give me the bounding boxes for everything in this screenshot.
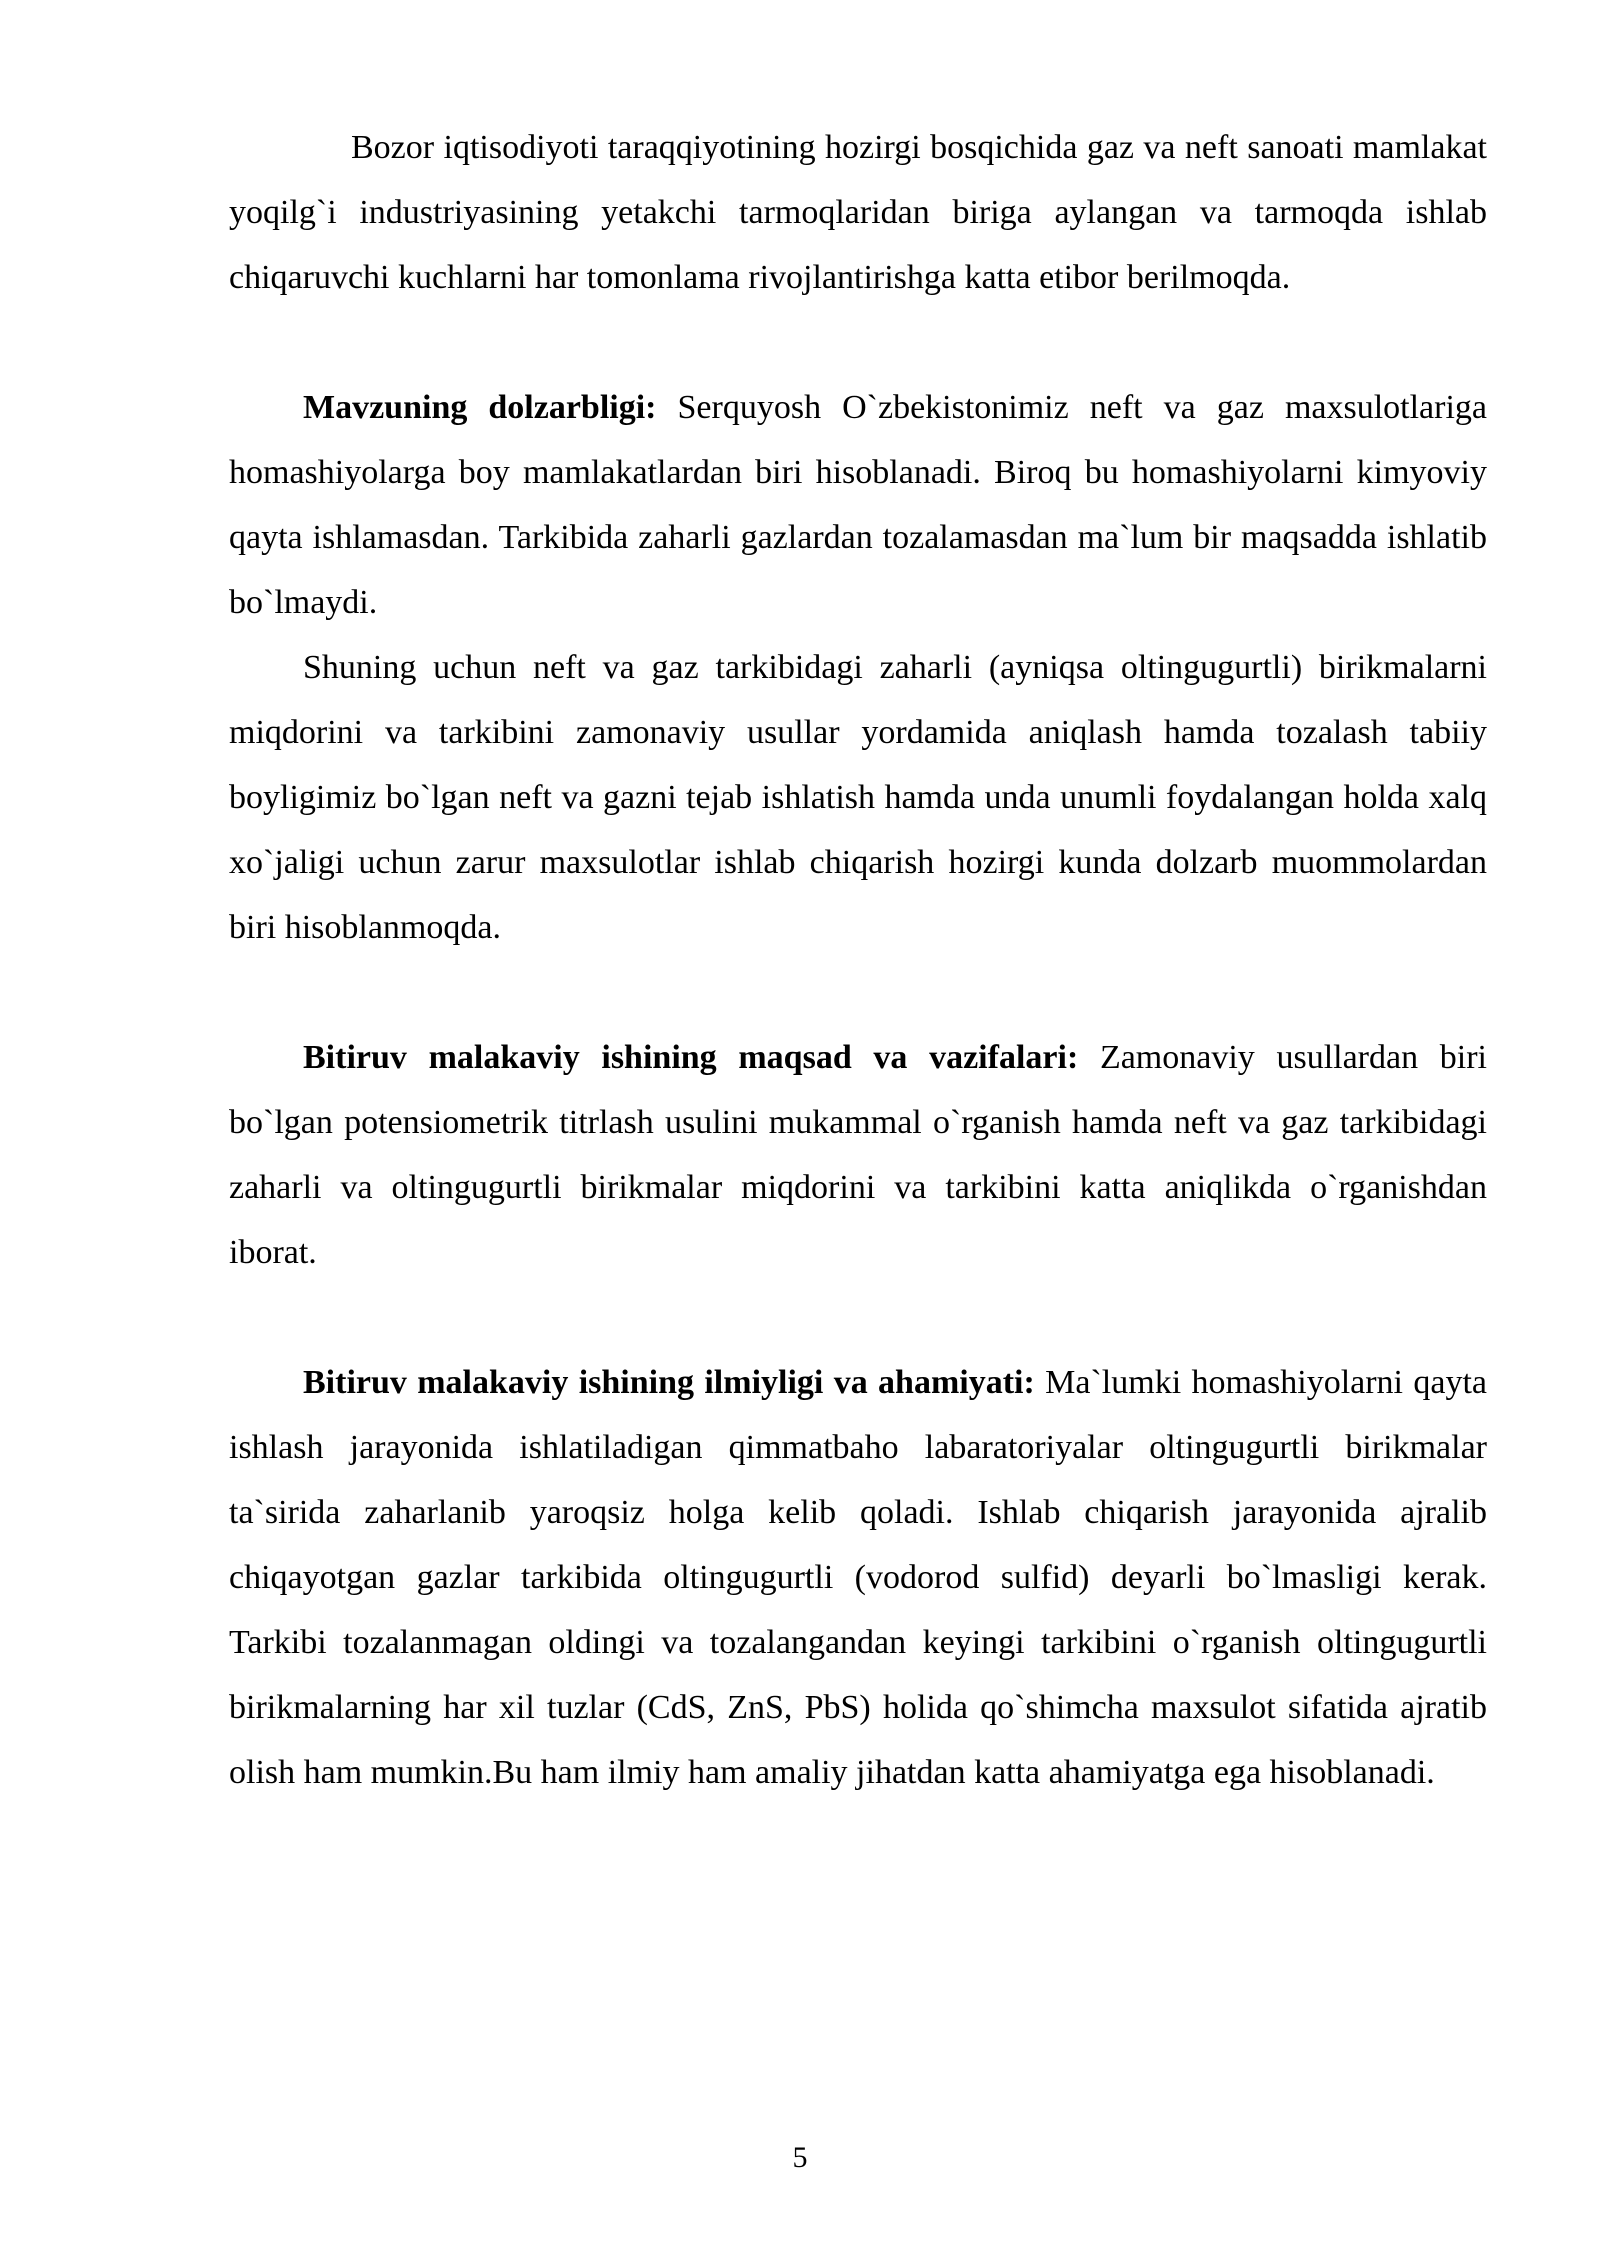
page-body bbox=[229, 115, 1487, 1805]
relevance-text: Serquyosh O`zbekistonimiz neft va gaz maxsulotlariga homashiyolarga boy mamlakatlardan biri hisoblanadi. Biroq bu homashiyolarni kimyoviy qayta ishlamasdan. Tarkibida zaharli gazlardan tozalamasdan ma`lum bir maqsadda ishlatib bo`lmaydi. bbox=[229, 389, 1488, 621]
relevance-paragraph bbox=[229, 375, 1487, 635]
goals-text: Zamonaviy usullardan biri bo`lgan potensiometrik titrlash usulini mukammal o`rganish hamda neft va gaz tarkibidagi zaharli va oltingugurtli birikmalar miqdorini va tarkibini katta aniqlikda o`rganishdan iborat. bbox=[229, 1039, 1487, 1271]
page-number: 5 bbox=[792, 2141, 808, 2174]
significance-paragraph bbox=[229, 1350, 1487, 1805]
paragraph-spacer bbox=[229, 960, 1487, 1025]
paragraph-spacer bbox=[229, 1285, 1487, 1350]
goals-heading: Bitiruv malakaviy ishining maqsad va vazifalari: bbox=[303, 1039, 1079, 1076]
relevance-heading: Mavzuning dolzarbligi: bbox=[303, 389, 657, 426]
intro-paragraph: Bozor iqtisodiyoti taraqqiyotining hozirgi bosqichida gaz va neft sanoati mamlakat yoqilg`i industriyasining yetakchi tarmoqlaridan biriga aylangan va tarmoqda ishlab chiqaruvchi kuchlarni har tomonlama rivojlantirishga katta etibor berilmoqda. bbox=[229, 129, 1487, 296]
significance-text: Ma`lumki homashiyolarni qayta ishlash jarayonida ishlatiladigan qimmatbaho labaratoriyalar oltingugurtli birikmalar ta`sirida zaharlanib yaroqsiz holga kelib qoladi. Ishlab chiqarish jarayonida ajralib chiqayotgan gazlar tarkibida oltingugurtli (vodorod sulfid) deyarli bo`lmasligi kerak. Tarkibi tozalanmagan oldingi va tozalangandan keyingi tarkibini o`rganish oltingugurtli birikmalarning har xil tuzlar (CdS, ZnS, PbS) holida qo`shimcha maxsulot sifatida ajratib olish ham mumkin.Bu ham ilmiy ham amaliy jihatdan katta ahamiyatga ega hisoblanadi. bbox=[229, 1364, 1487, 1791]
goals-paragraph bbox=[229, 1025, 1487, 1285]
paragraph-spacer bbox=[229, 310, 1487, 375]
significance-heading: Bitiruv malakaviy ishining ilmiyligi va ahamiyati: bbox=[303, 1364, 1035, 1401]
relevance-continued-paragraph: Shuning uchun neft va gaz tarkibidagi zaharli (ayniqsa oltingugurtli) birikmalarni miqdorini va tarkibini zamonaviy usullar yordamida aniqlash hamda tozalash tabiiy boyligimiz bo`lgan neft va gazni tejab ishlatish hamda unda unumli foydalangan holda xalq xo`jaligi uchun zarur maxsulotlar ishlab chiqarish hozirgi kunda dolzarb muommolardan biri hisoblanmoqda. bbox=[229, 649, 1487, 946]
